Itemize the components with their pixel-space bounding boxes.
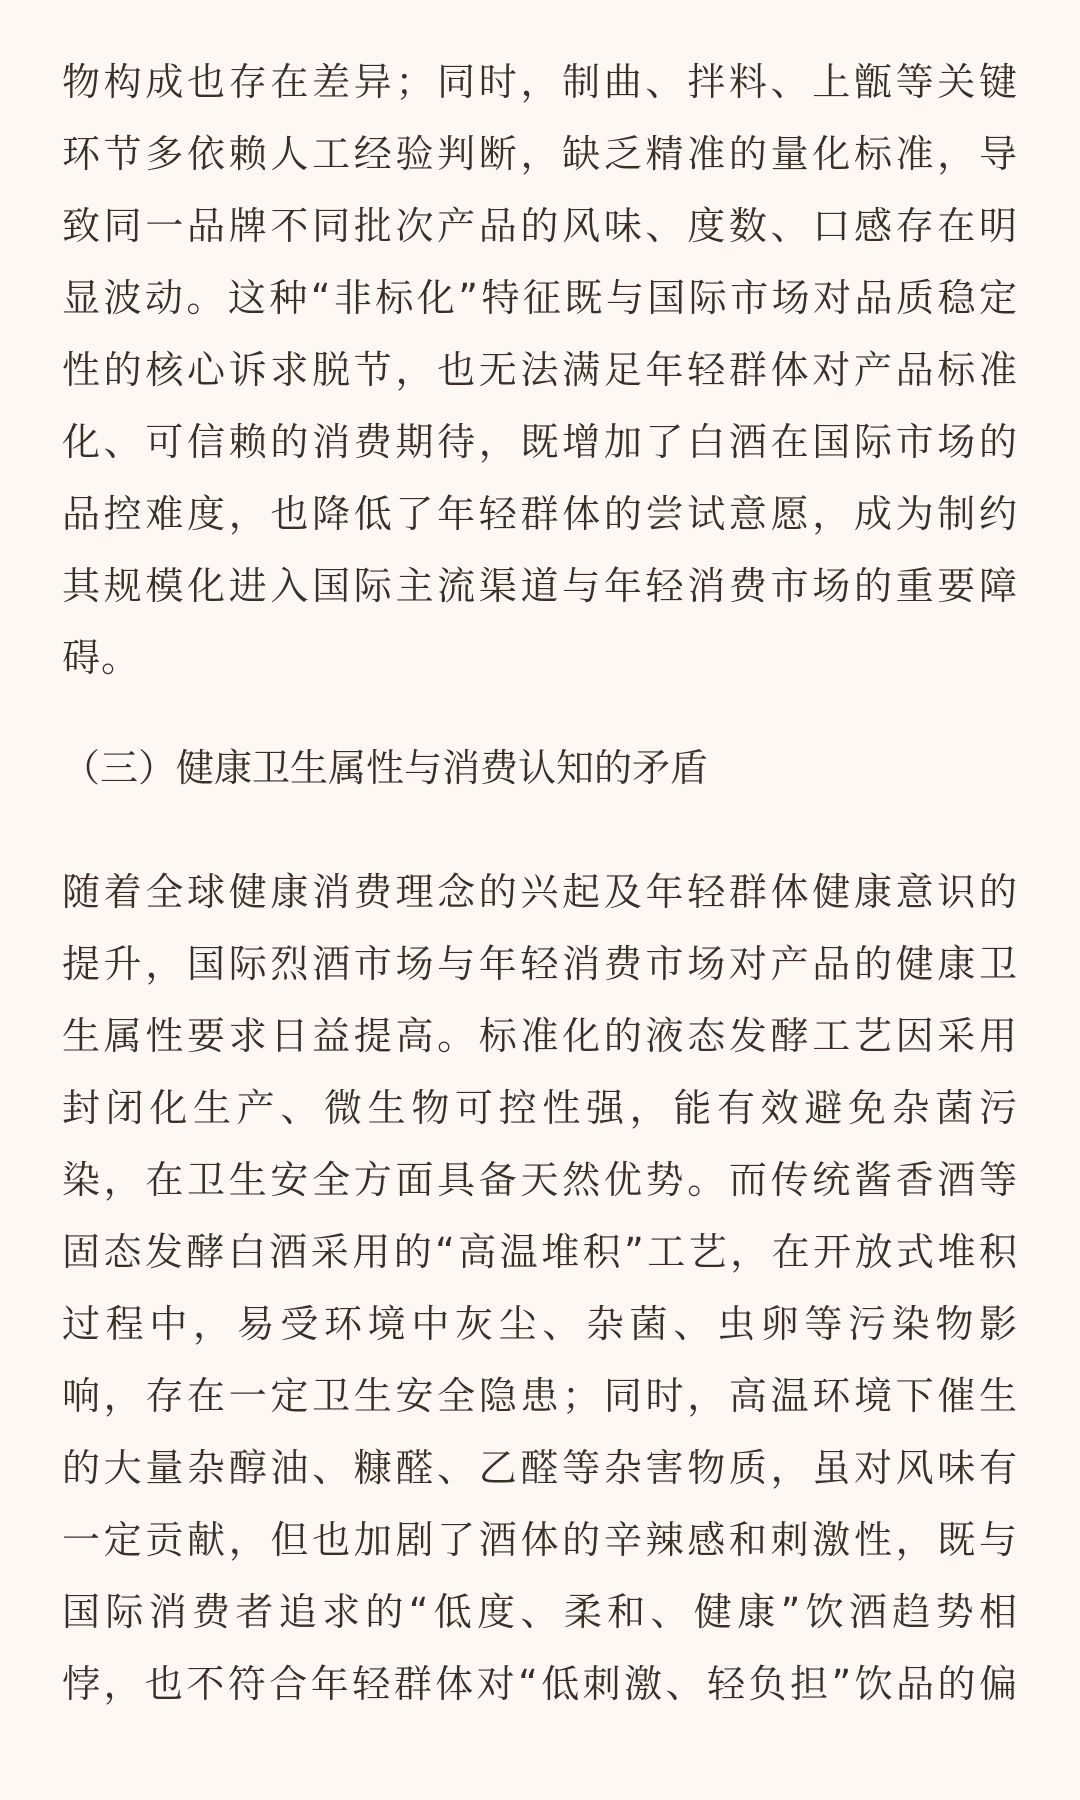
paragraph2-line-3: 生属性要求日益提高。标准化的液态发酵工艺因采用 xyxy=(62,1014,1018,1058)
paragraph2-line-10: 一定贡献，但也加剧了酒体的辛辣感和刺激性，既与 xyxy=(62,1518,1018,1562)
paragraph1-line-2: 环节多依赖人工经验判断，缺乏精准的量化标准，导 xyxy=(62,132,1018,176)
section-heading: （三）健康卫生属性与消费认知的矛盾 xyxy=(62,746,709,790)
paragraph2-line-1: 随着全球健康消费理念的兴起及年轻群体健康意识的 xyxy=(62,870,1018,914)
paragraph2-line-6: 固态发酵白酒采用的“高温堆积”工艺，在开放式堆积 xyxy=(62,1230,1018,1274)
paragraph1-line-8: 其规模化进入国际主流渠道与年轻消费市场的重要障 xyxy=(62,564,1018,608)
paragraph2-line-7: 过程中，易受环境中灰尘、杂菌、虫卵等污染物影 xyxy=(62,1302,1018,1346)
paragraph2-line-2: 提升，国际烈酒市场与年轻消费市场对产品的健康卫 xyxy=(62,942,1018,986)
paragraph2-line-11: 国际消费者追求的“低度、柔和、健康”饮酒趋势相 xyxy=(62,1590,1018,1634)
paragraph1-line-6: 化、可信赖的消费期待，既增加了白酒在国际市场的 xyxy=(62,420,1018,464)
paragraph2-line-9: 的大量杂醇油、糠醛、乙醛等杂害物质，虽对风味有 xyxy=(62,1446,1018,1490)
paragraph2-line-4: 封闭化生产、微生物可控性强，能有效避免杂菌污 xyxy=(62,1086,1018,1130)
paragraph1-line-1: 物构成也存在差异；同时，制曲、拌料、上甑等关键 xyxy=(62,60,1018,104)
paragraph1-line-3: 致同一品牌不同批次产品的风味、度数、口感存在明 xyxy=(62,204,1018,248)
paragraph1-line-5: 性的核心诉求脱节，也无法满足年轻群体对产品标准 xyxy=(62,348,1018,392)
paragraph1-line-4: 显波动。这种“非标化”特征既与国际市场对品质稳定 xyxy=(62,276,1018,320)
paragraph2-line-8: 响，存在一定卫生安全隐患；同时，高温环境下催生 xyxy=(62,1374,1018,1418)
paragraph1-line-7: 品控难度，也降低了年轻群体的尝试意愿，成为制约 xyxy=(62,492,1018,536)
paragraph1-line-9: 碍。 xyxy=(62,636,141,680)
paragraph2-line-5: 染，在卫生安全方面具备天然优势。而传统酱香酒等 xyxy=(62,1158,1018,1202)
paragraph2-line-12: 悖，也不符合年轻群体对“低刺激、轻负担”饮品的偏 xyxy=(62,1662,1018,1706)
